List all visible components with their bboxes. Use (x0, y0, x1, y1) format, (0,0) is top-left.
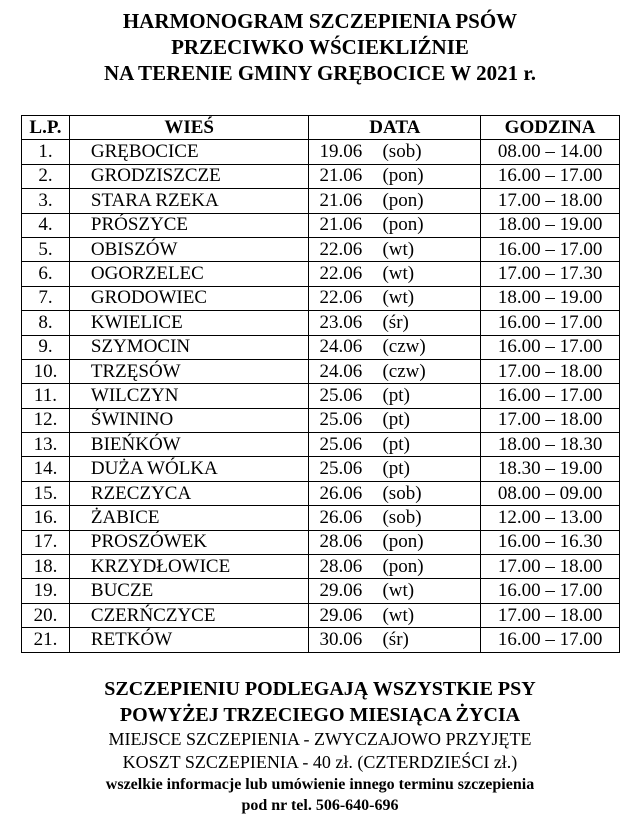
village-name: OGORZELEC (69, 262, 309, 286)
table-row (22, 164, 620, 188)
date-value: 19.06 (319, 141, 363, 163)
date-cell (309, 384, 481, 408)
village-name: RETKÓW (69, 628, 309, 652)
table-row (22, 237, 620, 261)
village-name: PRÓSZYCE (69, 213, 309, 237)
row-number: 18. (22, 555, 70, 579)
table-row (22, 603, 620, 627)
row-number: 4. (22, 213, 70, 237)
date-value: 25.06 (319, 433, 363, 455)
row-number: 8. (22, 311, 70, 335)
footer-line-3: MIEJSCE SZCZEPIENIA - ZWYCZAJOWO PRZYJĘTE (108, 729, 532, 749)
row-number: 14. (22, 457, 70, 481)
village-name: TRZĘSÓW (69, 359, 309, 383)
table-row (22, 408, 620, 432)
weekday: (pon) (382, 214, 424, 236)
weekday: (czw) (382, 360, 426, 382)
footer-notes (0, 676, 640, 816)
table-row (22, 481, 620, 505)
header-date: DATA (309, 116, 481, 140)
table-row (22, 579, 620, 603)
schedule-table (21, 115, 620, 653)
title-line-1: HARMONOGRAM SZCZEPIENIA PSÓW (122, 9, 518, 33)
time-range: 16.00 – 17.00 (481, 579, 620, 603)
time-range: 16.00 – 17.00 (481, 335, 620, 359)
date-value: 29.06 (319, 580, 363, 602)
table-row (22, 140, 620, 164)
row-number: 15. (22, 481, 70, 505)
footer-line-2: POWYŻEJ TRZECIEGO MIESIĄCA ŻYCIA (119, 704, 521, 726)
time-range: 16.00 – 17.00 (481, 384, 620, 408)
row-number: 5. (22, 237, 70, 261)
time-range: 16.00 – 17.00 (481, 237, 620, 261)
date-cell (309, 213, 481, 237)
table-row (22, 555, 620, 579)
date-value: 21.06 (319, 214, 363, 236)
date-cell (309, 311, 481, 335)
time-range: 18.00 – 18.30 (481, 433, 620, 457)
footer-line-1: SZCZEPIENIU PODLEGAJĄ WSZYSTKIE PSY (104, 678, 536, 700)
table-row (22, 384, 620, 408)
weekday: (sob) (382, 506, 422, 528)
date-value: 26.06 (319, 506, 363, 528)
time-range: 17.00 – 18.00 (481, 359, 620, 383)
date-value: 22.06 (319, 238, 363, 260)
village-name: RZECZYCA (69, 481, 309, 505)
date-cell (309, 262, 481, 286)
weekday: (wt) (382, 238, 415, 260)
date-value: 26.06 (319, 482, 363, 504)
village-name: SZYMOCIN (69, 335, 309, 359)
date-cell (309, 408, 481, 432)
date-value: 25.06 (319, 384, 363, 406)
row-number: 19. (22, 579, 70, 603)
date-cell (309, 359, 481, 383)
title-line-3: NA TERENIE GMINY GRĘBOCICE W 2021 r. (104, 61, 536, 85)
row-number: 10. (22, 359, 70, 383)
row-number: 13. (22, 433, 70, 457)
date-value: 30.06 (319, 628, 363, 650)
time-range: 16.00 – 17.00 (481, 164, 620, 188)
weekday: (pt) (382, 433, 410, 455)
date-cell (309, 164, 481, 188)
village-name: ŚWININO (69, 408, 309, 432)
header-village: WIEŚ (69, 116, 309, 140)
time-range: 18.00 – 19.00 (481, 286, 620, 310)
time-range: 08.00 – 14.00 (481, 140, 620, 164)
date-cell (309, 530, 481, 554)
date-value: 23.06 (319, 311, 363, 333)
weekday: (wt) (382, 604, 415, 626)
footer-line-6: pod nr tel. 506-640-696 (241, 797, 399, 814)
header-lp: L.P. (22, 116, 70, 140)
row-number: 7. (22, 286, 70, 310)
weekday: (sob) (382, 141, 422, 163)
row-number: 17. (22, 530, 70, 554)
village-name: KRZYDŁOWICE (69, 555, 309, 579)
village-name: STARA RZEKA (69, 189, 309, 213)
village-name: BIEŃKÓW (69, 433, 309, 457)
header-time: GODZINA (481, 116, 620, 140)
row-number: 3. (22, 189, 70, 213)
weekday: (pon) (382, 531, 424, 553)
date-value: 28.06 (319, 531, 363, 553)
village-name: GRODOWIEC (69, 286, 309, 310)
weekday: (pon) (382, 189, 424, 211)
weekday: (śr) (382, 628, 409, 650)
date-cell (309, 335, 481, 359)
date-value: 24.06 (319, 336, 363, 358)
date-value: 21.06 (319, 189, 363, 211)
weekday: (wt) (382, 263, 415, 285)
weekday: (śr) (382, 311, 409, 333)
time-range: 17.00 – 17.30 (481, 262, 620, 286)
date-value: 25.06 (319, 409, 363, 431)
table-row (22, 530, 620, 554)
table-row (22, 189, 620, 213)
table-row (22, 433, 620, 457)
weekday: (pt) (382, 384, 410, 406)
date-value: 22.06 (319, 263, 363, 285)
weekday: (pt) (382, 409, 410, 431)
weekday: (pon) (382, 555, 424, 577)
time-range: 18.30 – 19.00 (481, 457, 620, 481)
weekday: (czw) (382, 336, 426, 358)
date-cell (309, 433, 481, 457)
village-name: PROSZÓWEK (69, 530, 309, 554)
time-range: 18.00 – 19.00 (481, 213, 620, 237)
table-row (22, 335, 620, 359)
date-cell (309, 555, 481, 579)
date-cell (309, 506, 481, 530)
village-name: BUCZE (69, 579, 309, 603)
date-value: 24.06 (319, 360, 363, 382)
village-name: CZERŃCZYCE (69, 603, 309, 627)
date-cell (309, 286, 481, 310)
table-row (22, 457, 620, 481)
time-range: 17.00 – 18.00 (481, 555, 620, 579)
village-name: ŻABICE (69, 506, 309, 530)
date-value: 25.06 (319, 458, 363, 480)
date-value: 22.06 (319, 287, 363, 309)
village-name: DUŻA WÓLKA (69, 457, 309, 481)
table-row (22, 262, 620, 286)
weekday: (wt) (382, 287, 415, 309)
date-value: 21.06 (319, 165, 363, 187)
row-number: 9. (22, 335, 70, 359)
table-header-row (22, 116, 620, 140)
date-cell (309, 140, 481, 164)
date-value: 28.06 (319, 555, 363, 577)
table-row (22, 286, 620, 310)
table-row (22, 628, 620, 652)
village-name: KWIELICE (69, 311, 309, 335)
table-row (22, 506, 620, 530)
weekday: (pt) (382, 458, 410, 480)
table-row (22, 359, 620, 383)
date-cell (309, 189, 481, 213)
title-line-2: PRZECIWKO WŚCIEKLIŹNIE (171, 35, 469, 59)
table-row (22, 311, 620, 335)
time-range: 16.00 – 17.00 (481, 311, 620, 335)
village-name: GRODZISZCZE (69, 164, 309, 188)
row-number: 20. (22, 603, 70, 627)
weekday: (sob) (382, 482, 422, 504)
row-number: 2. (22, 164, 70, 188)
time-range: 12.00 – 13.00 (481, 506, 620, 530)
document-title (0, 8, 640, 86)
date-cell (309, 628, 481, 652)
row-number: 21. (22, 628, 70, 652)
date-cell (309, 603, 481, 627)
time-range: 16.00 – 17.00 (481, 628, 620, 652)
table-row (22, 213, 620, 237)
row-number: 6. (22, 262, 70, 286)
time-range: 17.00 – 18.00 (481, 408, 620, 432)
village-name: GRĘBOCICE (69, 140, 309, 164)
time-range: 08.00 – 09.00 (481, 481, 620, 505)
date-cell (309, 579, 481, 603)
date-cell (309, 481, 481, 505)
weekday: (wt) (382, 580, 415, 602)
footer-line-4: KOSZT SZCZEPIENIA - 40 zł. (CZTERDZIEŚCI zł.) (122, 752, 518, 772)
weekday: (pon) (382, 165, 424, 187)
time-range: 17.00 – 18.00 (481, 603, 620, 627)
row-number: 1. (22, 140, 70, 164)
time-range: 16.00 – 16.30 (481, 530, 620, 554)
row-number: 16. (22, 506, 70, 530)
row-number: 12. (22, 408, 70, 432)
date-cell (309, 237, 481, 261)
footer-line-5: wszelkie informacje lub umówienie innego terminu szczepienia (105, 776, 535, 793)
date-value: 29.06 (319, 604, 363, 626)
village-name: WILCZYN (69, 384, 309, 408)
row-number: 11. (22, 384, 70, 408)
village-name: OBISZÓW (69, 237, 309, 261)
date-cell (309, 457, 481, 481)
time-range: 17.00 – 18.00 (481, 189, 620, 213)
